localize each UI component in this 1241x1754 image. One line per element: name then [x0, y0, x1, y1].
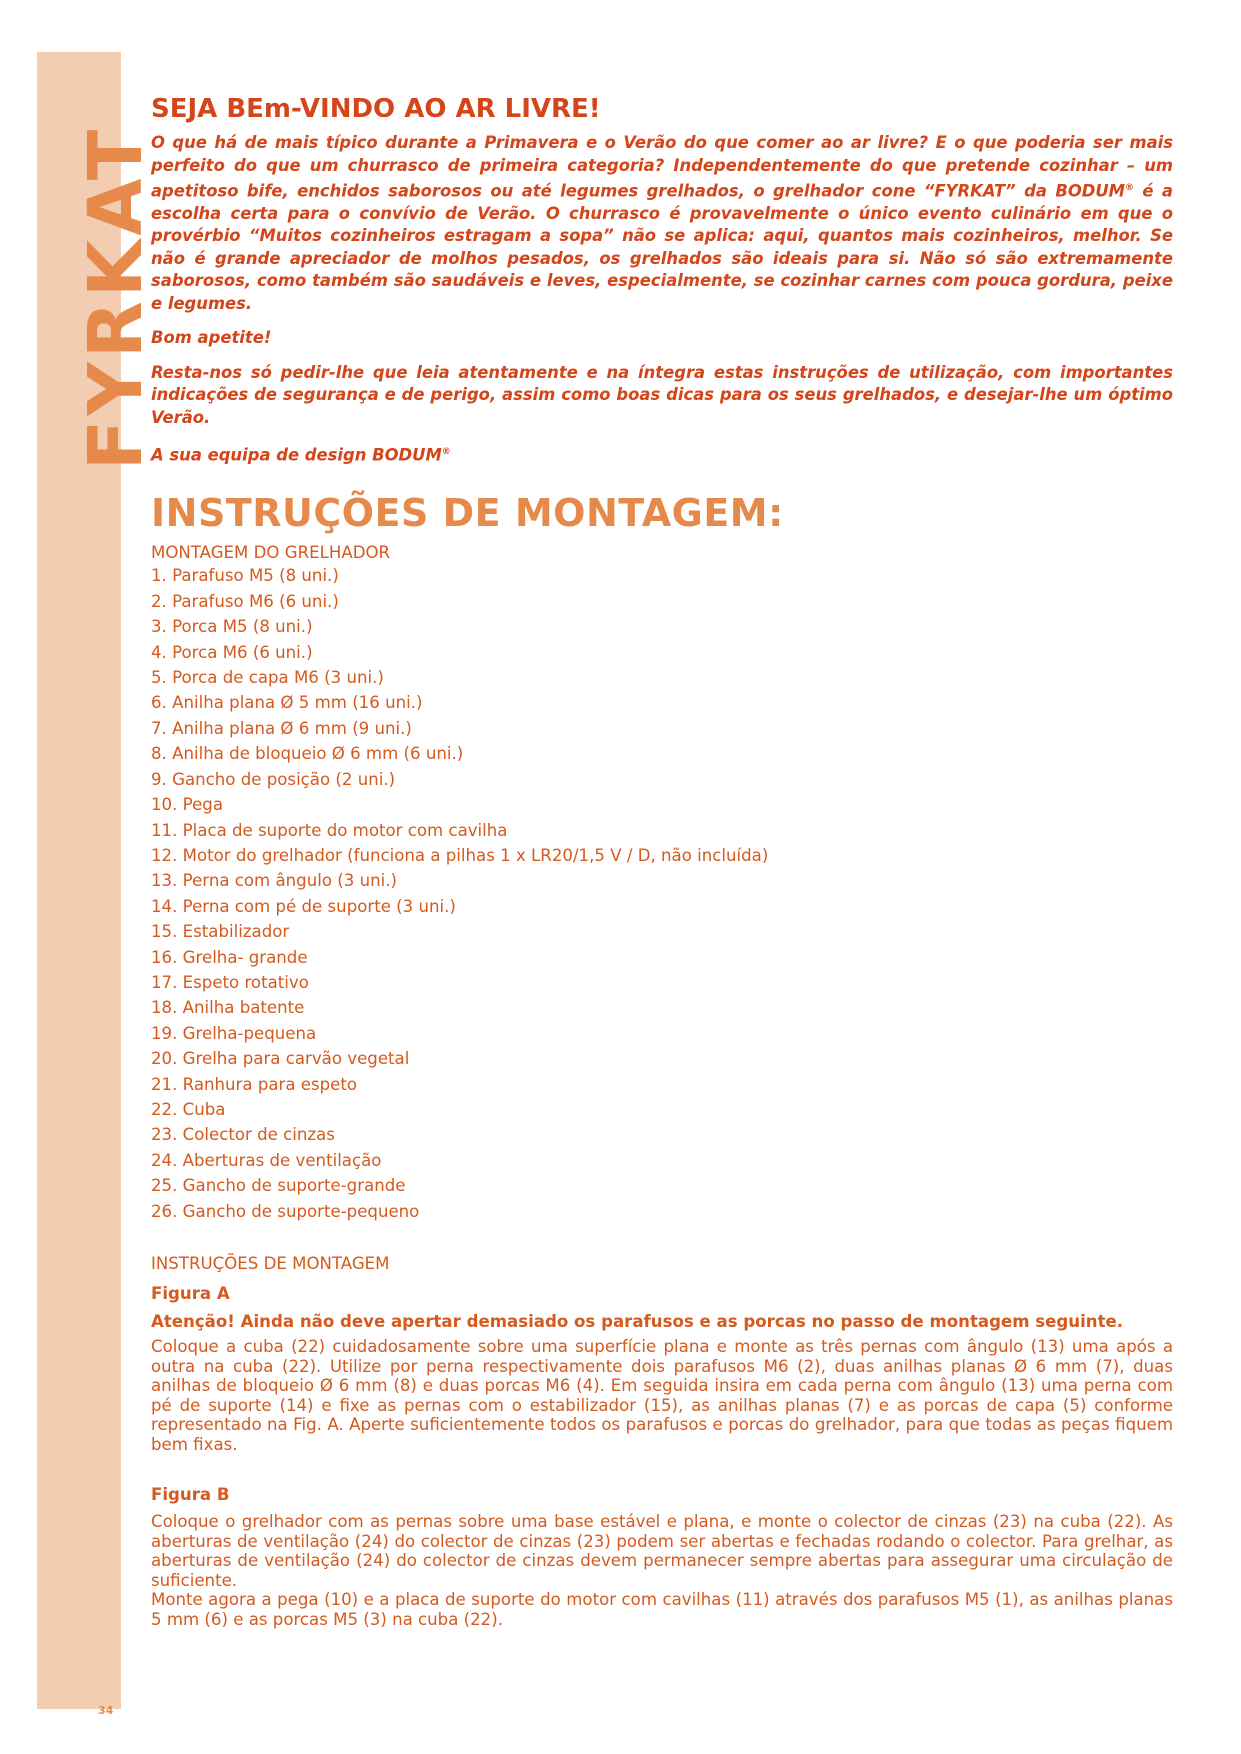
list-item: 8. Anilha de bloqueio Ø 6 mm (6 uni.)	[151, 744, 464, 764]
list-item: 16. Grelha- grande	[151, 947, 308, 967]
figure-b-text-1: Coloque o grelhador com as pernas sobre uma base estável e plana, e monte o colector de cinzas (23) na cuba (22). As aberturas de ventilação (24) do colector de cinzas (23) podem ser abertas e fechadas rodando o colector. Para grelhar, as aberturas de ventilação (24) do colector de cinzas devem permanecer sempre abertas para assegurar uma circulação de suficiente.	[151, 1512, 1173, 1590]
intro-text-b: é a escolha certa para o convívio de Verão. O churrasco é provavelmente o único evento culinário em que o provérbio “Muitos cozinheiros estragam a sopa” não se aplica: aqui, quantos mais cozinheiros, melhor. Se não é grande apreciador de molhos pesados, os grelhados são ideais para si. Não só são extremamente saborosos, como também são saudáveis e leves, especialmente, se cozinhar carnes com pouca gordura, peixe e legumes.	[151, 181, 1173, 313]
figure-a-text: Coloque a cuba (22) cuidadosamente sobre uma superfície plana e monte as três pernas com ângulo (13) uma após a outra na cuba (22). Utilize por perna respectivamente dois parafusos M6 (2), duas anilhas planas Ø 6 mm (7), duas anilhas de bloqueio Ø 6 mm (8) e duas porcas M6 (4). Em seguida insira em cada perna com ângulo (13) uma perna com pé de suporte (14) e fixe as pernas com o estabilizador (15), as anilhas planas (7) e as porcas de capa (5) conforme representado na Fig. A. Aperte suficientemente todos os parafusos e porcas do grelhador, para que todas as peças fiquem bem fixas.	[151, 1337, 1173, 1454]
list-item: 1. Parafuso M5 (8 uni.)	[151, 566, 339, 586]
list-item: 18. Anilha batente	[151, 998, 305, 1018]
welcome-heading: SEJA BEm-VINDO AO AR LIVRE!	[151, 94, 601, 124]
figure-b-title: Figura B	[151, 1485, 230, 1504]
closing-paragraph: Resta-nos só pedir-lhe que leia atentamente e na íntegra estas instruções de utilização, com importantes indicações de segurança e de perigo, assim como boas dicas para os seus grelhados, e desejar-lhe um óptimo Verão.	[151, 362, 1173, 427]
instructions-subheading: INSTRUÇÕES DE MONTAGEM	[151, 1254, 390, 1273]
registered-mark: ®	[1125, 183, 1134, 193]
list-item: 19. Grelha-pequena	[151, 1023, 317, 1043]
parts-list	[151, 563, 1173, 1224]
list-item: 22. Cuba	[151, 1099, 226, 1119]
list-item: 4. Porca M6 (6 uni.)	[151, 642, 313, 662]
list-item: 2. Parafuso M6 (6 uni.)	[151, 591, 339, 611]
spacer	[151, 1454, 1173, 1484]
page-content	[151, 94, 1173, 1629]
list-item: 9. Gancho de posição (2 uni.)	[151, 769, 396, 789]
list-item: 12. Motor do grelhador (funciona a pilhas 1 x LR20/1,5 V / D, não incluída)	[151, 845, 769, 865]
list-item: 15. Estabilizador	[151, 922, 290, 942]
list-item: 26. Gancho de suporte-pequeno	[151, 1201, 420, 1221]
intro-section	[151, 132, 1173, 467]
bom-apetite: Bom apetite!	[151, 328, 272, 348]
signature-text: A sua equipa de design BODUM	[151, 445, 442, 465]
list-item: 23. Colector de cinzas	[151, 1125, 335, 1145]
list-item: 14. Perna com pé de suporte (3 uni.)	[151, 896, 456, 916]
list-item: 10. Pega	[151, 795, 223, 815]
list-item: 3. Porca M5 (8 uni.)	[151, 617, 313, 637]
assembly-heading: INSTRUÇÕES DE MONTAGEM:	[151, 491, 784, 536]
list-item: 7. Anilha plana Ø 6 mm (9 uni.)	[151, 718, 412, 738]
list-item: 21. Ranhura para espeto	[151, 1074, 358, 1094]
signature-line	[151, 441, 1173, 467]
parts-subheading: MONTAGEM DO GRELHADOR	[151, 543, 391, 563]
list-item: 5. Porca de capa M6 (3 uni.)	[151, 668, 384, 688]
list-item: 11. Placa de suporte do motor com cavilha	[151, 820, 508, 840]
list-item: 17. Espeto rotativo	[151, 972, 309, 992]
list-item: 20. Grelha para carvão vegetal	[151, 1049, 410, 1069]
figure-a-title: Figura A	[151, 1284, 230, 1303]
list-item: 25. Gancho de suporte-grande	[151, 1176, 406, 1196]
figure-b-text-2: Monte agora a pega (10) e a placa de suporte do motor com cavilhas (11) através dos parafusos M5 (1), as anilhas planas 5 mm (6) e as porcas M5 (3) na cuba (22).	[151, 1590, 1173, 1629]
registered-mark: ®	[441, 447, 451, 458]
brand-vertical-title: FYRKAT	[73, 125, 159, 471]
list-item: 13. Perna com ângulo (3 uni.)	[151, 871, 397, 891]
figure-a-warning: Atenção! Ainda não deve apertar demasiado os parafusos e as porcas no passo de montagem seguinte.	[151, 1312, 1124, 1331]
intro-text-a: O que há de mais típico durante a Primavera e o Verão do que comer ao ar livre? E o que poderia ser mais perfeito do que um churrasco de primeira categoria? Independentemente do que pretende cozinhar – um apetitoso bife, enchidos saborosos ou até legumes grelhados, o grelhador cone “FYRKAT” da BODUM	[151, 133, 1173, 201]
intro-paragraph	[151, 132, 1173, 315]
list-item: 24. Aberturas de ventilação	[151, 1150, 382, 1170]
list-item: 6. Anilha plana Ø 5 mm (16 uni.)	[151, 693, 423, 713]
sidebar-band	[37, 52, 159, 1717]
page-number: 34	[98, 1704, 114, 1717]
